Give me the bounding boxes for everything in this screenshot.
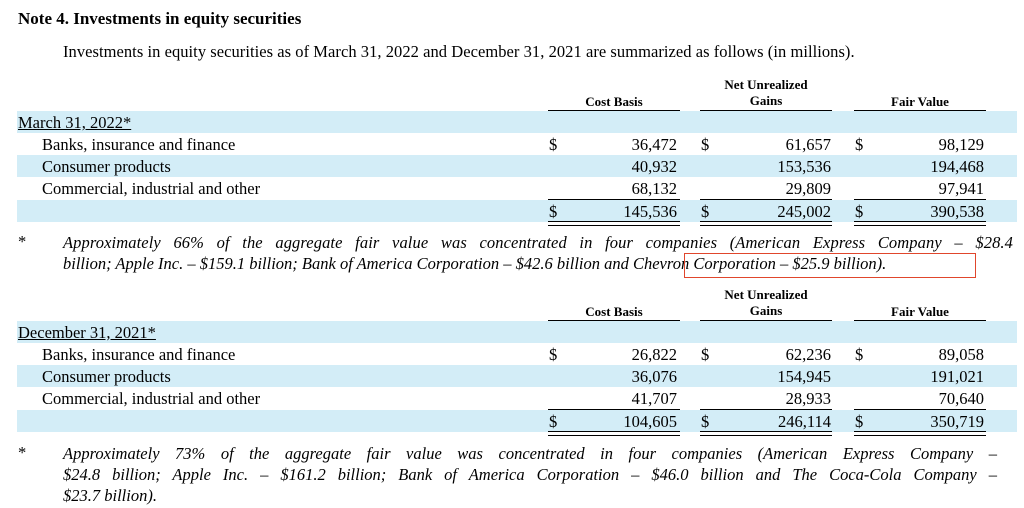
cost-basis-total: 104,605 bbox=[623, 412, 677, 431]
currency-symbol: $ bbox=[701, 202, 710, 221]
table-row bbox=[17, 343, 1017, 365]
period-row-mar-2022 bbox=[17, 111, 1017, 133]
net-gains-value: 28,933 bbox=[785, 389, 831, 408]
net-gains-value: 62,236 bbox=[785, 345, 831, 364]
col-header-cost-basis: Cost Basis bbox=[585, 304, 643, 319]
highlight-box bbox=[684, 253, 976, 278]
fair-value-value: 89,058 bbox=[938, 345, 984, 364]
net-gains-value: 154,945 bbox=[777, 367, 831, 386]
cost-basis-total: 145,536 bbox=[623, 202, 677, 221]
net-gains-total: 246,114 bbox=[777, 412, 831, 431]
footnote-marker: * bbox=[18, 232, 27, 251]
cost-basis-value: 36,076 bbox=[631, 367, 677, 386]
table-row bbox=[17, 177, 1017, 199]
intro-text: Investments in equity securities as of March 31, 2022 and December 31, 2021 are summarized as follows (in millions). bbox=[63, 42, 855, 61]
period-row-dec-2021 bbox=[17, 321, 1017, 343]
currency-symbol: $ bbox=[549, 412, 558, 431]
cost-basis-value: 68,132 bbox=[631, 179, 677, 198]
table-row bbox=[17, 365, 1017, 387]
fair-value-value: 191,021 bbox=[930, 367, 984, 386]
currency-symbol: $ bbox=[549, 135, 558, 154]
col-header-cost-basis: Cost Basis bbox=[585, 94, 643, 109]
net-gains-value: 29,809 bbox=[785, 179, 831, 198]
footnote-dec-2021: Approximately 73% of the aggregate fair value was concentrated in four companies (American Express Company – $24.8 billion; Apple Inc. – $161.2 billion; Bank of America Corporation – $46.0 billion and The Coca-Cola Company – $23.7 billion). bbox=[63, 444, 997, 505]
fair-value-value: 70,640 bbox=[938, 389, 984, 408]
currency-symbol: $ bbox=[701, 135, 710, 154]
cost-basis-value: 40,932 bbox=[631, 157, 677, 176]
row-label: Consumer products bbox=[42, 367, 171, 386]
fair-value-total: 350,719 bbox=[930, 412, 984, 431]
net-gains-value: 153,536 bbox=[777, 157, 831, 176]
table-row bbox=[17, 155, 1017, 177]
col-header-net-unrealized-gains: Net Unrealized Gains bbox=[724, 287, 808, 318]
currency-symbol: $ bbox=[701, 412, 710, 431]
col-header-net-unrealized-gains: Net Unrealized Gains bbox=[724, 77, 808, 108]
net-gains-total: 245,002 bbox=[777, 202, 831, 221]
cost-basis-value: 41,707 bbox=[631, 389, 677, 408]
col-header-fair-value: Fair Value bbox=[891, 304, 949, 319]
currency-symbol: $ bbox=[549, 202, 558, 221]
note-title: Note 4. Investments in equity securities bbox=[18, 9, 302, 28]
fair-value-total: 390,538 bbox=[930, 202, 984, 221]
period-label: December 31, 2021* bbox=[18, 323, 156, 342]
currency-symbol: $ bbox=[549, 345, 558, 364]
currency-symbol: $ bbox=[855, 135, 864, 154]
row-label: Banks, insurance and finance bbox=[42, 135, 236, 154]
row-label: Consumer products bbox=[42, 157, 171, 176]
currency-symbol: $ bbox=[701, 345, 710, 364]
col-header-fair-value: Fair Value bbox=[891, 94, 949, 109]
currency-symbol: $ bbox=[855, 345, 864, 364]
row-label: Banks, insurance and finance bbox=[42, 345, 236, 364]
row-label: Commercial, industrial and other bbox=[42, 389, 261, 408]
period-label: March 31, 2022* bbox=[18, 113, 132, 132]
total-row bbox=[17, 410, 1017, 432]
fair-value-value: 194,468 bbox=[930, 157, 984, 176]
fair-value-value: 98,129 bbox=[938, 135, 984, 154]
cost-basis-value: 26,822 bbox=[631, 345, 677, 364]
row-label: Commercial, industrial and other bbox=[42, 179, 261, 198]
net-gains-value: 61,657 bbox=[785, 135, 831, 154]
footnote-marker: * bbox=[18, 443, 27, 462]
currency-symbol: $ bbox=[855, 202, 864, 221]
footnote-mar-2022: Approximately 66% of the aggregate fair value was concentrated in four companies (American Express Company – $28.4 billion; Apple Inc. – $159.1 billion; Bank of America Corporation – $42.6 billion and Chevron Corporation – $25.9 billion). bbox=[63, 233, 1013, 273]
fair-value-value: 97,941 bbox=[938, 179, 984, 198]
cost-basis-value: 36,472 bbox=[631, 135, 677, 154]
total-row bbox=[17, 200, 1017, 222]
table-row bbox=[17, 387, 1017, 409]
currency-symbol: $ bbox=[855, 412, 864, 431]
table-row bbox=[17, 133, 1017, 155]
